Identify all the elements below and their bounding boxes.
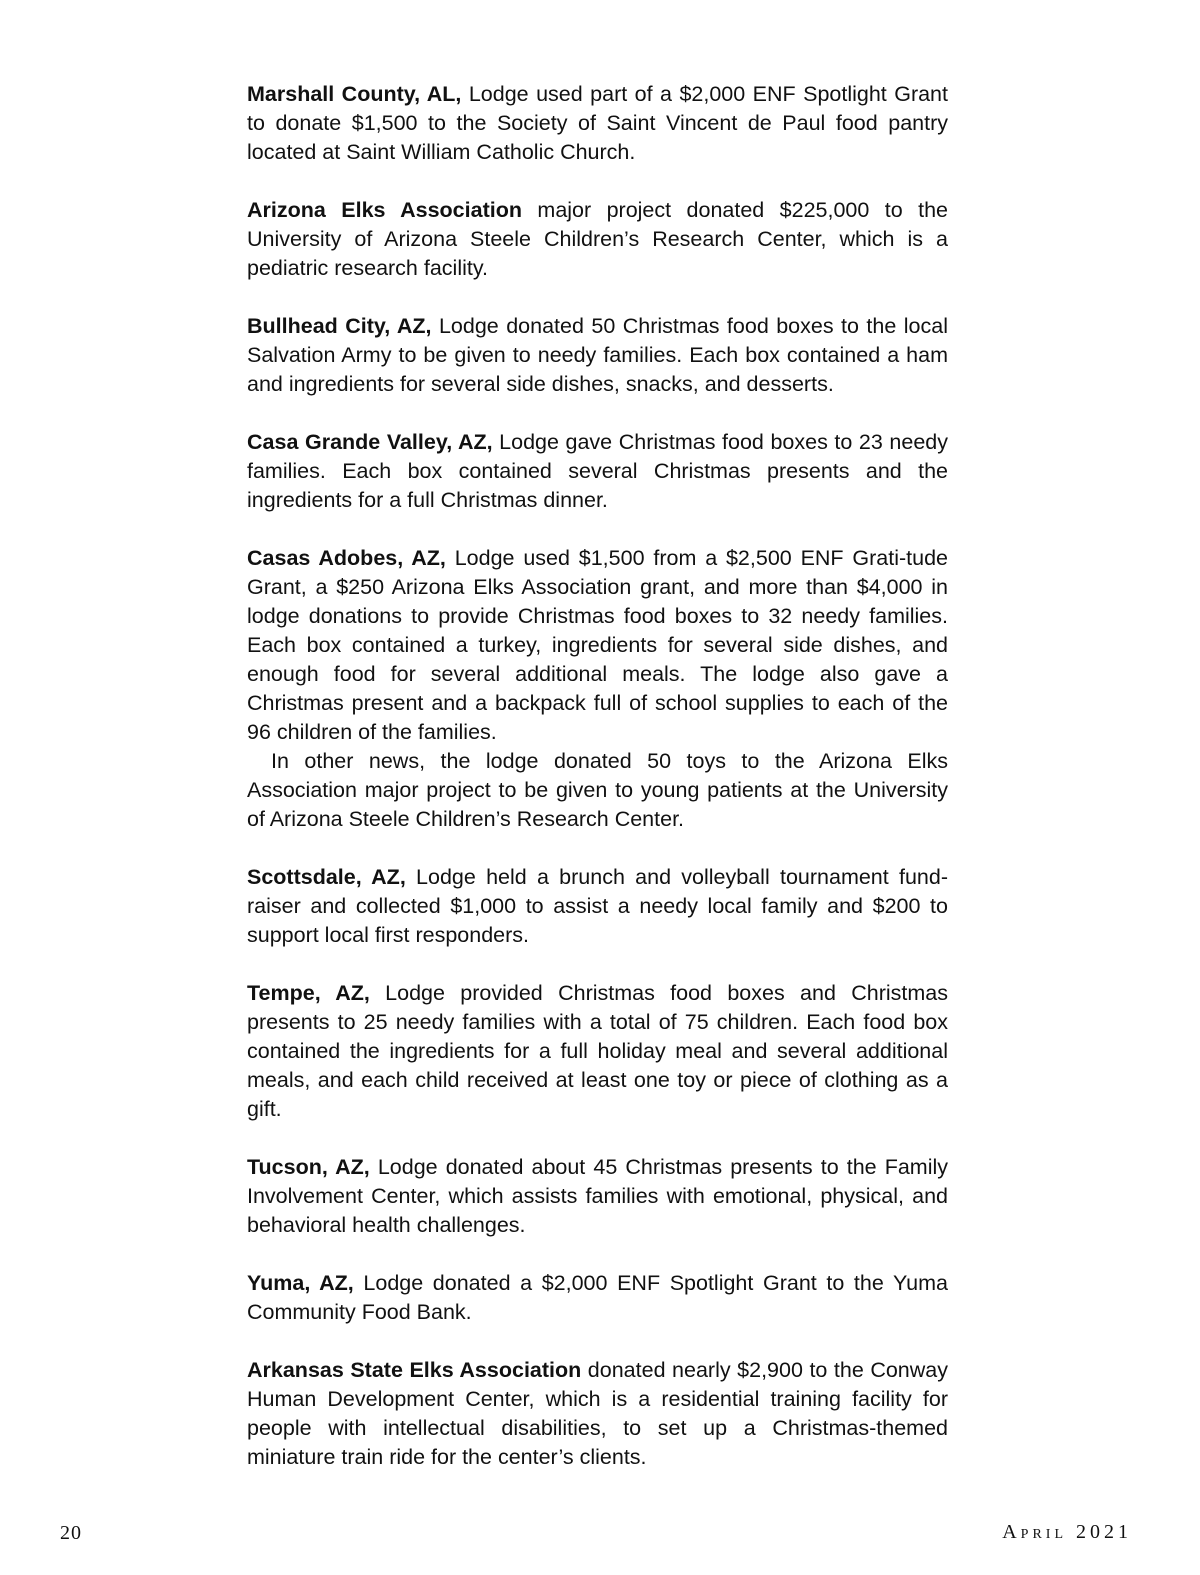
entry-lead: Tempe, AZ, (247, 981, 370, 1005)
news-entry (247, 979, 948, 1124)
news-entry (247, 196, 948, 283)
entry-lead: Casas Adobes, AZ, (247, 546, 446, 570)
entry-lead: Tucson, AZ, (247, 1155, 370, 1179)
entry-text: Lodge donated 50 Christmas food boxes to the local Salvation Army to be given to needy families. Each box contained a ham and ingredients for several side dishes, snacks, and desserts. (247, 314, 948, 396)
entry-text: Lodge held a brunch and volleyball tournament fund-raiser and collected $1,000 to assist a needy local family and $200 to support local first responders. (247, 865, 948, 947)
news-entry (247, 312, 948, 399)
entry-text: Lodge used part of a $2,000 ENF Spotlight Grant to donate $1,500 to the Society of Saint Vincent de Paul food pantry located at Saint William Catholic Church. (247, 82, 948, 164)
entry-text: donated nearly $2,900 to the Conway Human Development Center, which is a residential training facility for people with intellectual disabilities, to set up a Christmas-themed miniature train ride for the center’s clients. (247, 1358, 948, 1469)
news-entry (247, 428, 948, 515)
news-entry (247, 1153, 948, 1240)
entry-text: Lodge donated about 45 Christmas presents to the Family Involvement Center, which assists families with emotional, physical, and behavioral health challenges. (247, 1155, 949, 1237)
entry-text: Lodge gave Christmas food boxes to 23 needy families. Each box contained several Christmas presents and the ingredients for a full Christmas dinner. (247, 430, 948, 512)
issue-date: April 2021 (1002, 1521, 1132, 1543)
entry-text: Lodge provided Christmas food boxes and Christmas presents to 25 needy families with a total of 75 children. Each food box contained the ingredients for a full holiday meal and several additional meals, and each child received at least one toy or piece of clothing as a gift. (247, 981, 949, 1121)
news-entry (247, 1356, 948, 1472)
entry-lead: Bullhead City, AZ, (247, 314, 432, 338)
news-entry (247, 80, 948, 167)
entry-lead: Arizona Elks Association (247, 198, 522, 222)
page-number: 20 (60, 1522, 82, 1544)
entry-text: major project donated $225,000 to the University of Arizona Steele Children’s Research Center, which is a pediatric research facility. (247, 198, 948, 280)
entry-text: Lodge donated a $2,000 ENF Spotlight Grant to the Yuma Community Food Bank. (247, 1271, 948, 1324)
news-entry (247, 544, 948, 834)
entry-lead: Casa Grande Valley, AZ, (247, 430, 493, 454)
article-column (247, 80, 948, 1501)
news-entry (247, 863, 948, 950)
entry-lead: Yuma, AZ, (247, 1271, 354, 1295)
news-entry (247, 1269, 948, 1327)
entry-continuation: In other news, the lodge donated 50 toys to the Arizona Elks Association major project to be given to young patients at the University of Arizona Steele Children’s Research Center. (247, 749, 948, 831)
entry-lead: Scottsdale, AZ, (247, 865, 406, 889)
entry-text: Lodge used $1,500 from a $2,500 ENF Grati-tude Grant, a $250 Arizona Elks Association grant, and more than $4,000 in lodge donations to provide Christmas food boxes to 32 needy families. Each box contained a turkey, ingredients for several side dishes, and enough food for several additional meals. The lodge also gave a Christmas present and a backpack full of school supplies to each of the 96 children of the families. (247, 546, 948, 744)
entry-lead: Marshall County, AL, (247, 82, 462, 106)
entry-lead: Arkansas State Elks Association (247, 1358, 582, 1382)
